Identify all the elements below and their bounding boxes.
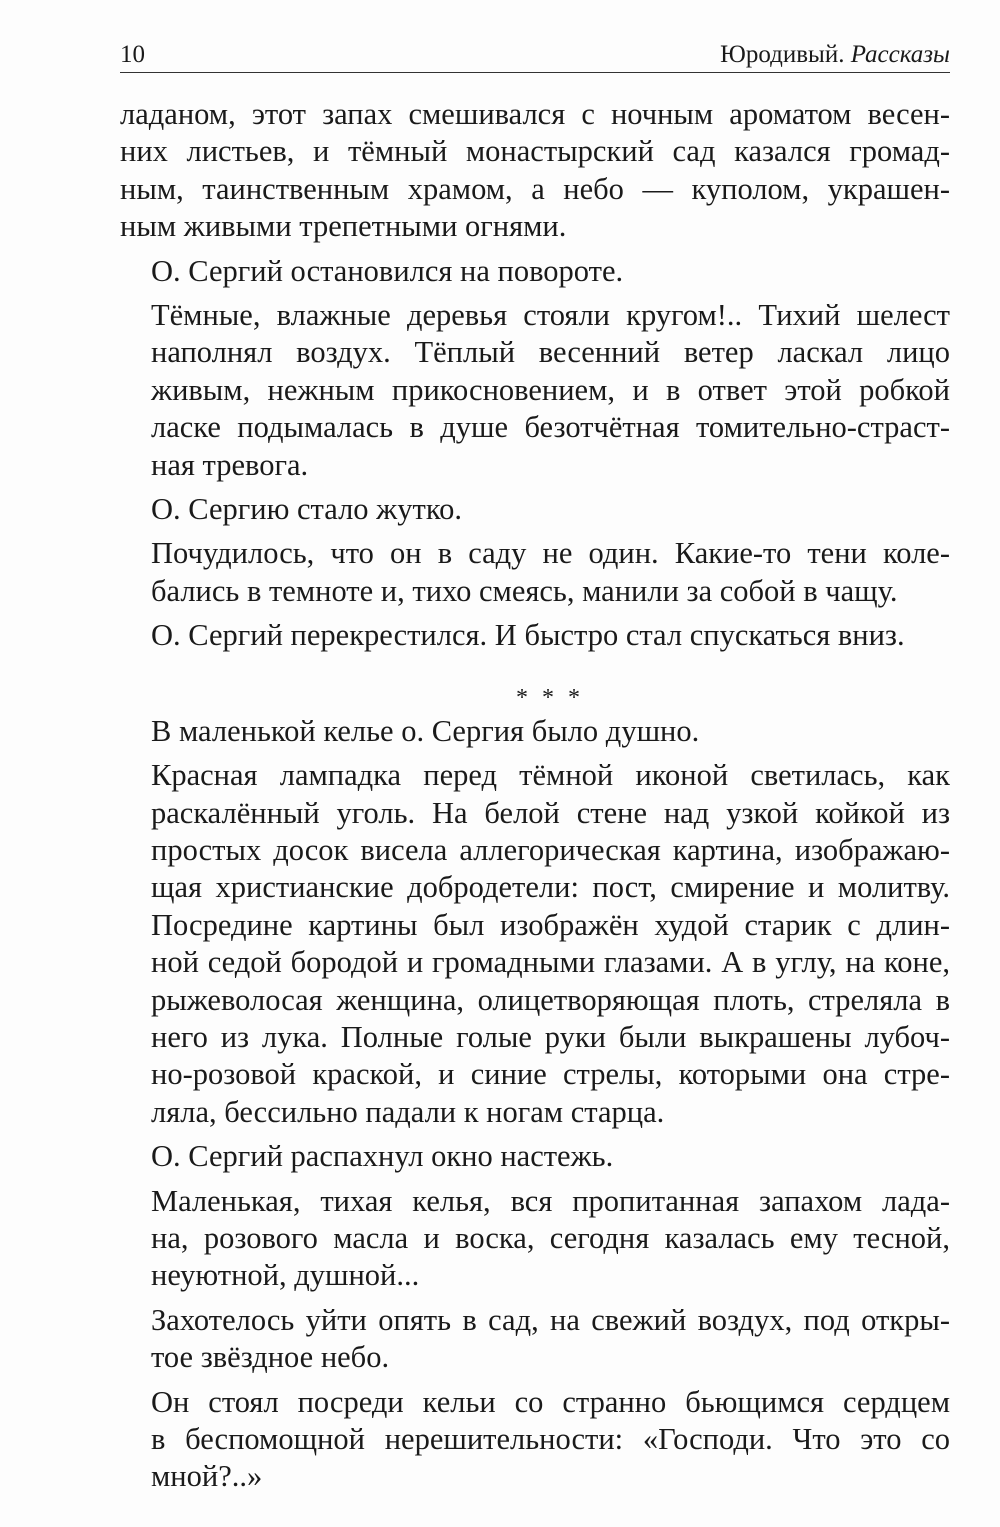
text-line: простых досок висела аллегорическая картина, изображаю- [151,832,950,867]
paragraph [120,617,950,654]
text-line: ласке подымалась в душе безотчётная томительно-страст- [151,410,950,445]
page-header [120,38,950,73]
text-line: Он стоял посреди кельи со странно бьющимся сердцем [151,1384,950,1419]
text-line: Посредине картины был изображён худой старик с длин- [151,907,950,942]
text-line: на, розового масла и воска, сегодня казалась ему тесной, [151,1220,950,1255]
text-line: них листьев, и тёмный монастырский сад казался громад- [120,134,950,169]
paragraph [120,713,950,750]
text-line: ным, таинственным храмом, а небо — куполом, украшен- [120,171,950,206]
text-line: него из лука. Полные голые руки были выкрашены лубоч- [151,1019,950,1054]
text-line: ной седой бородой и громадными глазами. А в углу, на коне, [151,945,950,980]
text-line: неуютной, душной... [151,1258,420,1293]
paragraph [120,757,950,1131]
text-line: Захотелось уйти опять в сад, на свежий воздух, под откры- [151,1302,950,1337]
text-line: живым, нежным прикосновением, и в ответ этой робкой [151,372,950,407]
text-line: но-розовой краской, и синие стрелы, которыми она стре- [151,1057,950,1092]
text-line: ляла, бессильно падали к ногам старца. [151,1094,665,1129]
text-line: О. Сергий перекрестился. И быстро стал спускаться вниз. [151,618,905,653]
text-line: В маленькой келье о. Сергия было душно. [151,713,700,748]
section-separator: * * * [516,684,584,711]
paragraph [120,1138,950,1175]
text-line: тое звёздное небо. [151,1340,390,1375]
running-title-main: Юродивый. [720,41,845,68]
text-line: ная тревога. [151,447,309,482]
paragraph [120,253,950,290]
text-line: Тёмные, влажные деревья стояли кругом!.. Тихий шелест [151,298,950,333]
paragraph [120,491,950,528]
text-line: раскалённый уголь. На белой стене над узкой койкой из [151,795,950,830]
text-line: Красная лампадка перед тёмной иконой светилась, как [151,758,950,793]
paragraph [120,297,950,484]
body-text [120,96,950,1496]
paragraph [120,1384,950,1496]
paragraph [120,535,950,610]
paragraph [120,1183,950,1295]
page-number: 10 [120,41,145,68]
running-title [720,38,950,72]
text-line: ным живыми трепетными огнями. [120,209,567,244]
text-line: Почудилось, что он в саду не один. Какие-то тени коле- [151,536,950,571]
paragraph [120,96,950,246]
text-line: О. Сергию стало жутко. [151,492,462,527]
text-line: О. Сергий распахнул окно настежь. [151,1139,614,1174]
text-line: Маленькая, тихая келья, вся пропитанная запахом лада- [151,1183,950,1218]
text-line: бались в темноте и, тихо смеясь, манили за собой в чащу. [151,573,898,608]
text-line: рыжеволосая женщина, олицетворяющая плоть, стреляла в [151,982,950,1017]
text-line: щая христианские добродетели: пост, смирение и молитву. [151,870,950,905]
text-line: мной?..» [151,1459,263,1494]
text-line: в беспомощной нерешительности: «Господи. Что это со [151,1422,950,1456]
text-line: наполнял воздух. Тёплый весенний ветер ласкал лицо [151,335,950,370]
running-title-italic: Рассказы [850,41,950,68]
text-line: ладаном, этот запах смешивался с ночным ароматом весен- [120,97,950,131]
text-line: О. Сергий остановился на повороте. [151,253,624,288]
paragraph [120,1302,950,1377]
